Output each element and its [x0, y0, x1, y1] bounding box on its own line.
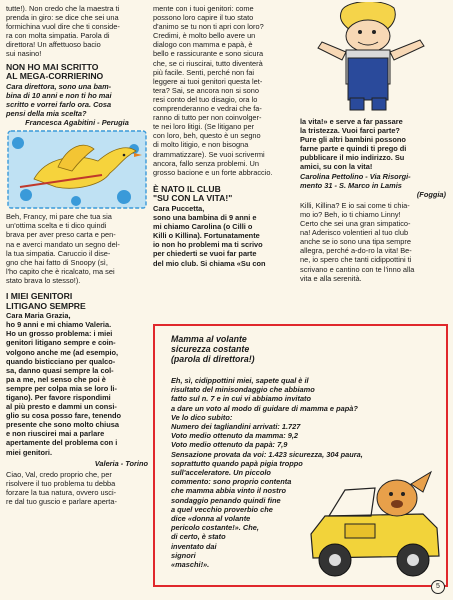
dove-illustration [6, 127, 148, 212]
letter1-title: NON HO MAI SCRITTO AL MEGA-CORRIERINO [6, 61, 104, 82]
club-title: È NATO IL CLUB "SU CON LA VITA!" [153, 183, 233, 204]
column-right [300, 117, 446, 283]
club-signature: Carolina Pettolino - Via Risorgi- mento 31 - S. Marco in Lamis [300, 171, 411, 190]
letter2-signature: Valeria - Torino [94, 458, 148, 468]
letter2-title: I MIEI GENITORI LITIGANO SEMPRE [6, 290, 86, 311]
letter1-signature: Francesca Agabitini - Perugia [25, 118, 129, 128]
survey-comment: commento: sono proprio contenta che mamma abbia vinto il nostro sondaggio penando quindi fine a quel vecchio proverbio che dice «donna al volante pericolo costante!». Che, di certo, è stato inventato dai signori «maschi!». [171, 477, 292, 570]
survey-intro: Eh, sì, cidippottini miei, sapete qual è il risultato del minisondaggio che abbiamo fatto sul n. 7 e in cui vi abbiamo invitato a dare un voto al modo di guidare di mamma e papà? Ve lo dico subito: [171, 376, 358, 422]
survey-title: Mamma al volante sicurezza costante (parola di direttora!) [171, 334, 255, 364]
yellow-jeep-icon [305, 464, 445, 582]
column-left [6, 4, 148, 506]
jeep-illustration [305, 464, 445, 582]
letter1-body: Cara direttora, sono una bam- bina di 10 anni e non ti ho mai scritto e vorrei farlo ora. Cosa pensi della mia scelta? [6, 81, 112, 119]
page-number: 5 [431, 580, 445, 594]
dove-with-stamp-icon [6, 127, 148, 212]
letter2-body: Cara Maria Grazia, ho 9 anni e mi chiamo Valeria. Ho un grosso problema: i miei genitori litigano sempre e coin- volgono anche me (ad esempio, quando bisticciano per qualco- sa, danno quasi sempre la col- pa a me, nel senso che poi è sempre per colpa mia se loro li- tigano). Per favore rispondimi al più presto e dammi un consi- glio su cosa posso fare, tenendo presente che sono molto chiusa e non riuscirei mai a parlare apertamente del problema con i miei genitori. [6, 311, 121, 457]
club-letter: Cara Puccetta, sono una bambina di 9 anni e mi chiamo Carolina (o Cilli o Killi o Killina). Fortunatamente io non ho problemi ma ti scrivo per chiederti se vuoi far parte del mio club. Si chiama «Su con [153, 203, 266, 268]
reply1-text: Beh, Francy, mi pare che tua sia un'ottima scelta e ti dico quindi brava per aver preso carta e pen- na e averci mandato un segno del- la tua simpatia. Caruccio il dise- gno che hai fatto di Snoopy (sì, l'ho capito che è ricalcato, ma sei stato brava lo stesso!). [6, 212, 120, 285]
club-letter-continued: la vita!» e serve a far passare la tristezza. Vuoi farci parte? Pure gli altri bambini possono farne parte e quindi ti prego di pubblicare il mio indirizzo. Su amici, su con la vita! [300, 117, 407, 172]
dennis-illustration [302, 2, 448, 114]
intro-text: tutte!). Non credo che la maestra ti prenda in giro: se dice che sei una formichina vuol dire che ti conside- ra con molta simpatia. Parola di direttora! Un affettuoso bacio sui nasino! [6, 4, 120, 59]
dennis-cartoon-icon [302, 2, 448, 114]
survey-stats: Numero dei tagliandini arrivati: 1.727 Voto medio ottenuto da mamma: 9,2 Voto medio ottenuto da papà: 7,9 Sensazione provata da voi: 1.423 sicurezza, 304 paura, soprattutto quando papà pigia troppo sull'acceleratore. Un piccolo [171, 422, 363, 478]
reply2-text: Ciao, Val, credo proprio che, per risolvere il tuo problema tu debba forzare la tua natura, ovvero usci- re dal tuo guscio e parlare aperta- [6, 469, 117, 507]
club-city: (Foggia) [416, 189, 446, 199]
column-middle [153, 4, 295, 268]
survey-box [153, 324, 448, 587]
dog-driver-icon [377, 472, 431, 516]
reply2-continued: mente con i tuoi genitori: come possono loro capire il tuo stato d'animo se tu non ti apri con loro? Credimi, è molto bello avere un dialogo con mamma e papà, è bello e rassicurante e sono sicura che, se ci riuscirai, tutto diventerà più facile. Senti, perché non fai leggere ai tuoi genitori questa let- tera? Sai, se ancora non si sono resi conto del tuo disagio, ora lo comprenderanno e vedrai che fa- ranno di tutto per non coinvolger- te nei loro litigi. (Se litigano per con loro, beh, questo è un segno di molto litigio, e non bisogna drammatizzare). Se vuoi scrivermi ancora, fallo senza problemi. Un grosso bacione e un forte abbraccio. [153, 4, 273, 177]
club-reply: Killi, Killina? E io sai come ti chia- mo io? Beh, io ti chiamo Linny! Certo che sei una gran simpatico- na! Aderisco volentieri al tuo club anche se io sono una tipa sempre allegra, perché a-do-ro la vita! Be- ne, io spero che tanti cidippottini ti scrivano e cantino con te l'inno alla vita e alla serenità. [300, 200, 415, 283]
